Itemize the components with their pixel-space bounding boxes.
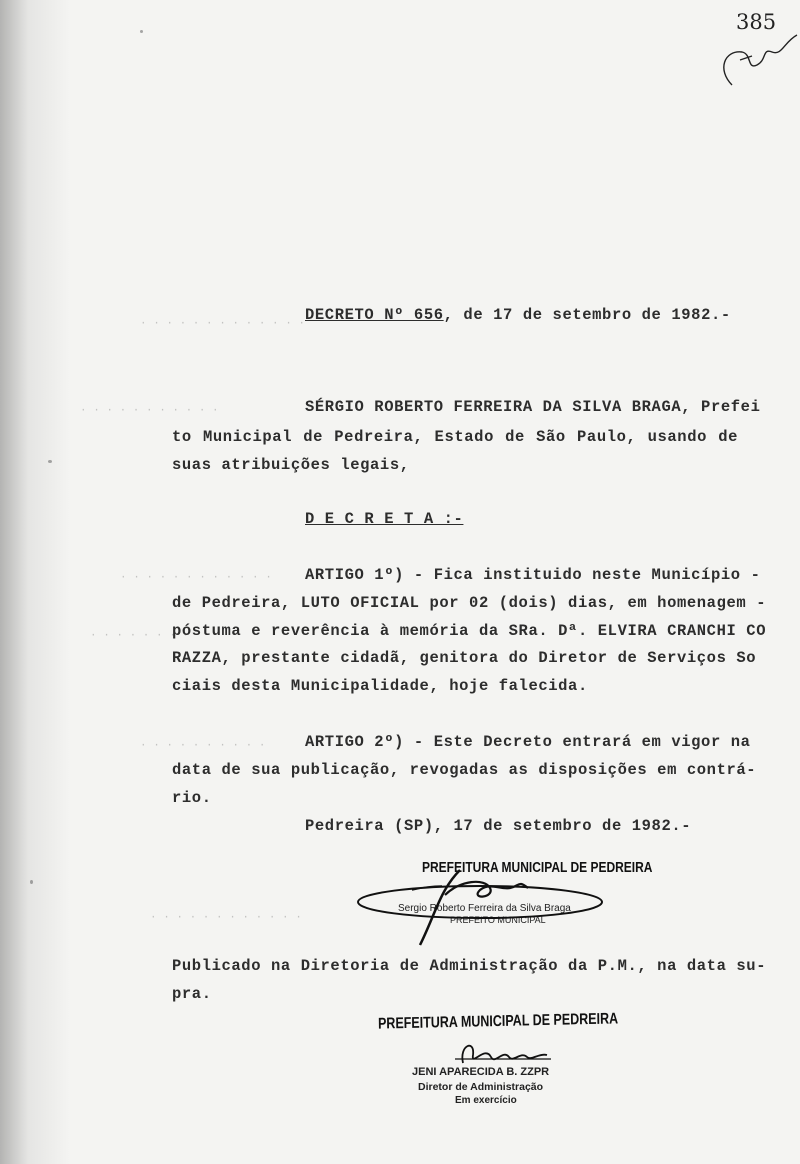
bleed-through: · · · · · · · · · · <box>140 740 266 752</box>
scan-speck <box>48 460 52 463</box>
bleed-through: · · · · · · · · · · · · <box>150 912 302 924</box>
director-role: Diretor de Administração <box>418 1081 544 1093</box>
scan-speck <box>140 30 143 33</box>
article-2-line: ARTIGO 2º) - Este Decreto entrará em vigor na <box>305 733 751 751</box>
article-2-line: data de sua publicação, revogadas as disposições em contrá- <box>172 761 757 779</box>
preamble-line: suas atribuições legais, <box>172 456 410 474</box>
preamble-line: SÉRGIO ROBERTO FERREIRA DA SILVA BRAGA, Prefei <box>305 398 761 416</box>
scan-edge-shadow <box>0 0 70 1164</box>
article-1-line: ciais desta Municipalidade, hoje falecida. <box>172 677 588 695</box>
mayor-stamp-name: Sergio Roberto Ferreira da Silva Braga <box>398 903 571 914</box>
decreta-heading: D E C R E T A :- <box>305 510 464 528</box>
decree-date: , de 17 de setembro de 1982.- <box>443 306 731 324</box>
scan-speck <box>30 880 33 884</box>
bleed-through: · · · · · · · · · · · · <box>120 572 272 584</box>
handwritten-initials <box>712 30 800 100</box>
publication-line: pra. <box>172 985 212 1003</box>
director-name: JENI APARECIDA B. ZZPR <box>412 1066 550 1078</box>
publication-line: Publicado na Diretoria de Administração da P.M., na data su- <box>172 957 767 975</box>
bleed-through: · · · · · · · · · · · <box>80 405 219 417</box>
mayor-stamp-header: PREFEITURA MUNICIPAL DE PEDREIRA <box>422 858 653 876</box>
article-1-line: ARTIGO 1º) - Fica instituido neste Município - <box>305 566 761 584</box>
article-1-line: póstuma e reverência à memória da SRa. Dª. ELVIRA CRANCHI CO <box>172 622 767 640</box>
article-1-line: de Pedreira, LUTO OFICIAL por 02 (dois) dias, em homenagem - <box>172 594 767 612</box>
mayor-stamp-role: PREFEITO MUNICIPAL <box>450 915 546 925</box>
mayor-signature <box>350 860 620 955</box>
bleed-through: · · · · · · · · <box>90 630 190 642</box>
page-number: 385 <box>736 10 777 34</box>
decree-number: DECRETO Nº 656 <box>305 306 444 324</box>
director-status: Em exercício <box>455 1095 517 1106</box>
decree-title <box>305 306 731 324</box>
article-2-line: rio. <box>172 789 212 807</box>
article-1-line: RAZZA, prestante cidadã, genitora do Diretor de Serviços So <box>172 649 757 667</box>
director-stamp-header: PREFEITURA MUNICIPAL DE PEDREIRA <box>377 1009 619 1033</box>
preamble-line: to Municipal de Pedreira, Estado de São Paulo, usando de <box>172 428 738 446</box>
bleed-through: · · · · · · · · · · · · · <box>140 318 306 330</box>
place-date: Pedreira (SP), 17 de setembro de 1982.- <box>305 817 692 835</box>
